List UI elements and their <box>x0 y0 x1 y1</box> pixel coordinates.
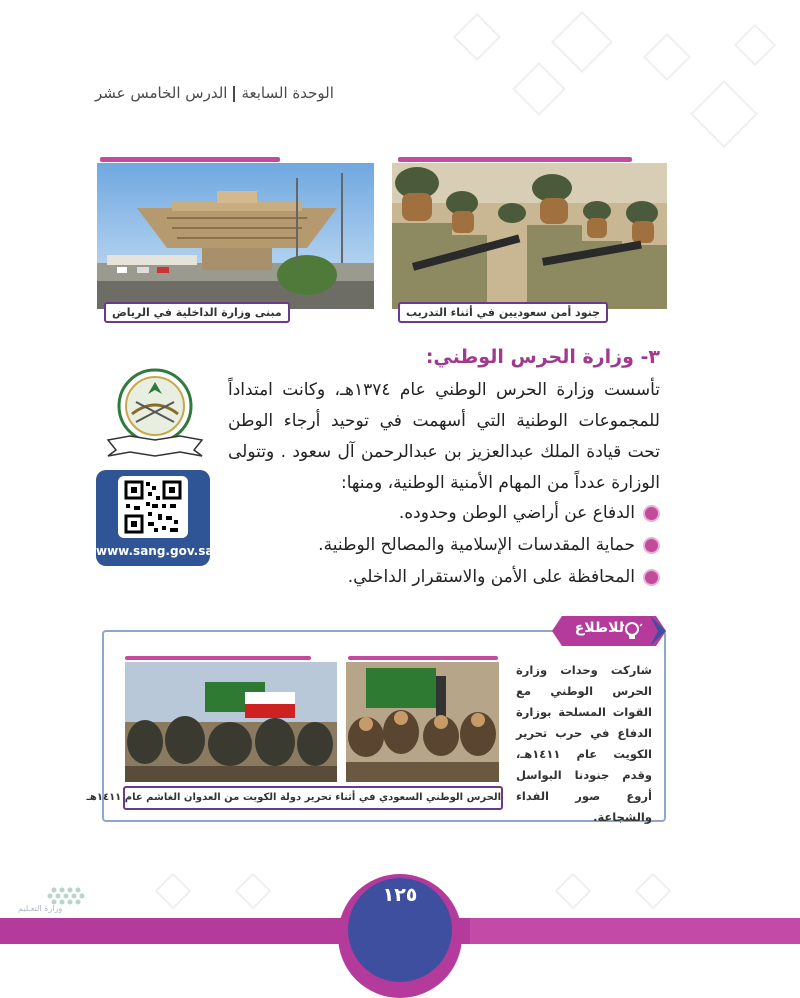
bullet-icon <box>643 537 660 554</box>
list-item <box>228 561 660 593</box>
photo-accent-bar <box>100 157 280 162</box>
bullet-icon <box>643 505 660 522</box>
background-pattern <box>690 80 758 148</box>
background-pattern <box>551 11 613 73</box>
background-pattern <box>453 13 501 61</box>
section-title: ٣- وزارة الحرس الوطني: <box>425 346 660 368</box>
footer-bar-accent <box>470 918 800 944</box>
background-pattern <box>643 33 691 81</box>
lesson-label: الدرس الخامس عشر <box>95 84 228 102</box>
list-item <box>228 529 660 561</box>
background-pattern <box>635 873 672 910</box>
photo-accent-bar <box>125 656 311 660</box>
security-soldiers-caption: جنود أمن سعوديين في أثناء التدريب <box>398 302 608 323</box>
section-paragraph: تأسست وزارة الحرس الوطني عام ١٣٧٤هـ، وكانت امتداداً للمجموعات الوطنية التي أسهمت في توحيد أرجاء الوطن تحت قيادة الملك عبدالعزيز بن عبدالرحمن آل سعود . وتتولى الوزارة عدداً من المهام الأمنية الوطنية، ومنها: <box>228 380 660 493</box>
header-separator <box>233 86 235 102</box>
qr-code-icon[interactable] <box>118 476 188 538</box>
background-pattern <box>155 873 192 910</box>
bullet-list <box>228 497 660 593</box>
qr-code-box[interactable] <box>96 470 214 566</box>
security-soldiers-photo <box>392 163 667 309</box>
page-number: ١٢٥ <box>382 884 418 906</box>
national-guard-emblem <box>100 366 210 458</box>
list-item-text: حماية المقدسات الإسلامية والمصالح الوطنية. <box>318 535 635 555</box>
list-item <box>228 497 660 529</box>
ministry-name: وزارة التعـليم <box>18 904 63 913</box>
website-url[interactable]: www.sang.gov.sa <box>96 544 214 558</box>
list-item-text: المحافظة على الأمن والاستقرار الداخلي. <box>347 567 635 587</box>
background-pattern <box>555 873 592 910</box>
kuwait-liberation-photo-right <box>346 662 499 782</box>
interior-ministry-photo <box>97 163 374 309</box>
photo-accent-bar <box>398 157 632 162</box>
background-pattern <box>734 24 776 66</box>
page-header <box>95 84 334 102</box>
info-text: شاركت وحدات وزارة الحرس الوطني مع القوات المسلحة بوزارة الدفاع في حرب تحرير الكويت عام ١٤١١هـ، وقدم جنودنا البواسل أروع صور الفداء والشجاعة. <box>516 663 652 824</box>
interior-ministry-caption: مبنى وزارة الداخلية في الرياض <box>104 302 290 323</box>
bullet-icon <box>643 569 660 586</box>
kuwait-liberation-photo-left <box>125 662 337 782</box>
background-pattern <box>235 873 272 910</box>
photo-accent-bar <box>348 656 498 660</box>
info-tag-label: للاطلاع <box>574 620 624 636</box>
background-pattern <box>512 62 566 116</box>
list-item-text: الدفاع عن أراضي الوطن وحدوده. <box>398 503 635 523</box>
unit-label: الوحدة السابعة <box>241 84 334 102</box>
kuwait-liberation-caption: الحرس الوطني السعودي في أثناء تحرير دولة الكويت من العدوان الغاشم عام ١٤١١هـ <box>123 786 503 810</box>
